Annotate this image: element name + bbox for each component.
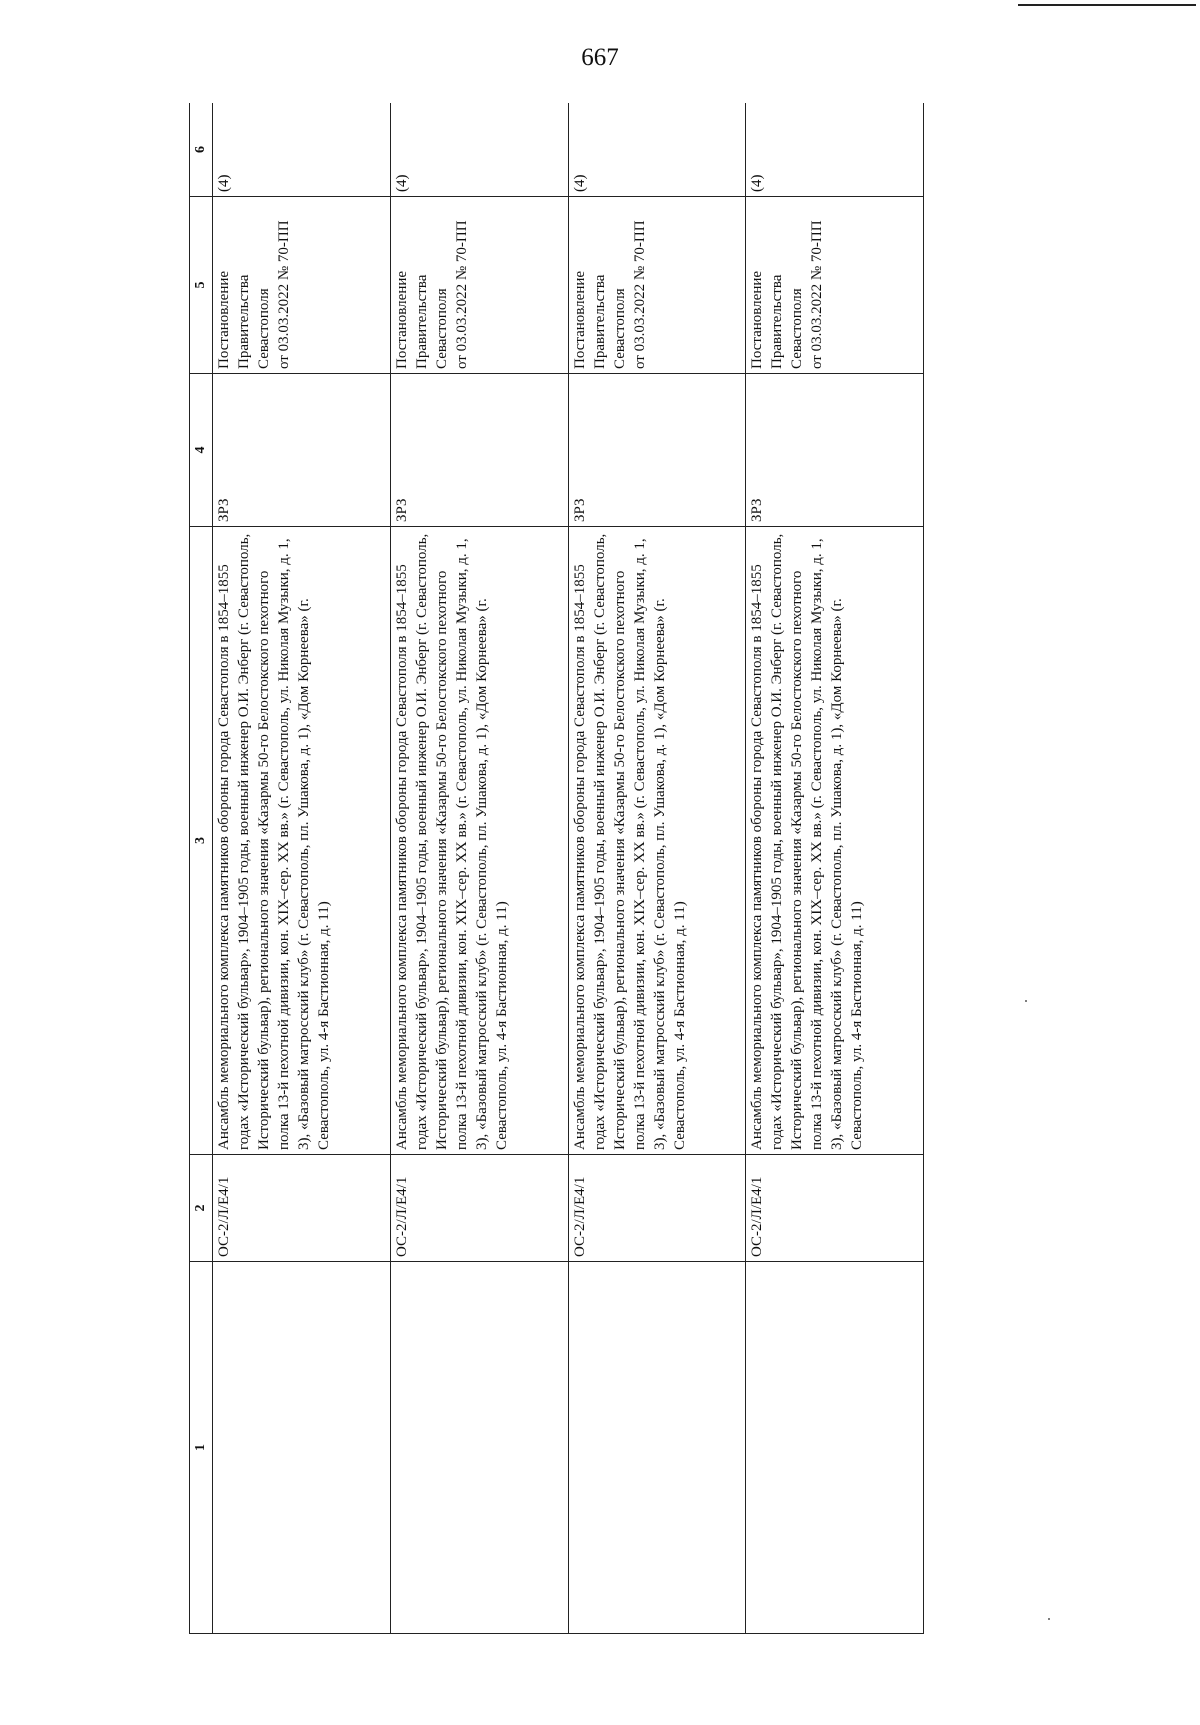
- cell-code: ОС-2/Л/Е4/1: [213, 1155, 391, 1262]
- cell-note: (4): [746, 103, 924, 197]
- column-header: 1: [190, 1262, 213, 1634]
- cell-category: ЗРЗ: [746, 374, 924, 527]
- table-header-row: [190, 103, 213, 1634]
- column-header: 6: [190, 103, 213, 197]
- scan-edge-line: [1018, 4, 1196, 6]
- cell-code: ОС-2/Л/Е4/1: [746, 1155, 924, 1262]
- page-number: 667: [581, 44, 619, 71]
- scan-speck: [1025, 1000, 1027, 1002]
- table-row: [390, 103, 568, 1634]
- cell-description: Ансамбль мемориального комплекса памятников обороны города Севастополя в 1854–1855 годах «Исторический бульвар», 1904–1905 годы, военный инженер О.И. Энберг (г. Севастополь, Исторический бульвар), регионального значения «Казармы 50-го Белостокского пехотного полка 13-й пехотной дивизии, кон. XIX–сер. XX вв.» (г. Севастополь, ул. Николая Музыки, д. 1, 3), «Базовый матросский клуб» (г. Севастополь, пл. Ушакова, д. 1), «Дом Корнеева» (г. Севастополь, ул. 4-я Бастионная, д. 11): [746, 527, 924, 1155]
- rotated-table-frame: [189, 103, 924, 1634]
- cell-note: (4): [390, 103, 568, 197]
- column-header: 2: [190, 1155, 213, 1262]
- cell-description: Ансамбль мемориального комплекса памятников обороны города Севастополя в 1854–1855 годах «Исторический бульвар», 1904–1905 годы, военный инженер О.И. Энберг (г. Севастополь, Исторический бульвар), регионального значения «Казармы 50-го Белостокского пехотного полка 13-й пехотной дивизии, кон. XIX–сер. XX вв.» (г. Севастополь, ул. Николая Музыки, д. 1, 3), «Базовый матросский клуб» (г. Севастополь, пл. Ушакова, д. 1), «Дом Корнеева» (г. Севастополь, ул. 4-я Бастионная, д. 11): [390, 527, 568, 1155]
- cell-document: Постановление Правительства Севастополя от 03.03.2022 № 70-ПП: [746, 197, 924, 374]
- scan-speck: [1048, 1618, 1050, 1620]
- cell-note: (4): [213, 103, 391, 197]
- cell-col1: [568, 1262, 746, 1634]
- cell-description: Ансамбль мемориального комплекса памятников обороны города Севастополя в 1854–1855 годах «Исторический бульвар», 1904–1905 годы, военный инженер О.И. Энберг (г. Севастополь, Исторический бульвар), регионального значения «Казармы 50-го Белостокского пехотного полка 13-й пехотной дивизии, кон. XIX–сер. XX вв.» (г. Севастополь, ул. Николая Музыки, д. 1, 3), «Базовый матросский клуб» (г. Севастополь, пл. Ушакова, д. 1), «Дом Корнеева» (г. Севастополь, ул. 4-я Бастионная, д. 11): [568, 527, 746, 1155]
- cell-col1: [213, 1262, 391, 1634]
- document-table-container: [189, 103, 924, 1634]
- cell-category: ЗРЗ: [213, 374, 391, 527]
- column-header: 5: [190, 197, 213, 374]
- cell-note: (4): [568, 103, 746, 197]
- cell-document: Постановление Правительства Севастополя от 03.03.2022 № 70-ПП: [213, 197, 391, 374]
- cell-col1: [390, 1262, 568, 1634]
- table-row: [213, 103, 391, 1634]
- cell-document: Постановление Правительства Севастополя от 03.03.2022 № 70-ПП: [568, 197, 746, 374]
- cell-category: ЗРЗ: [568, 374, 746, 527]
- cell-category: ЗРЗ: [390, 374, 568, 527]
- cell-code: ОС-2/Л/Е4/1: [390, 1155, 568, 1262]
- cell-description: Ансамбль мемориального комплекса памятников обороны города Севастополя в 1854–1855 годах «Исторический бульвар», 1904–1905 годы, военный инженер О.И. Энберг (г. Севастополь, Исторический бульвар), регионального значения «Казармы 50-го Белостокского пехотного полка 13-й пехотной дивизии, кон. XIX–сер. XX вв.» (г. Севастополь, ул. Николая Музыки, д. 1, 3), «Базовый матросский клуб» (г. Севастополь, пл. Ушакова, д. 1), «Дом Корнеева» (г. Севастополь, ул. 4-я Бастионная, д. 11): [213, 527, 391, 1155]
- cell-col1: [746, 1262, 924, 1634]
- cell-document: Постановление Правительства Севастополя от 03.03.2022 № 70-ПП: [390, 197, 568, 374]
- heritage-objects-table: [189, 103, 924, 1634]
- cell-code: ОС-2/Л/Е4/1: [568, 1155, 746, 1262]
- column-header: 3: [190, 527, 213, 1155]
- table-row: [568, 103, 746, 1634]
- column-header: 4: [190, 374, 213, 527]
- table-row: [746, 103, 924, 1634]
